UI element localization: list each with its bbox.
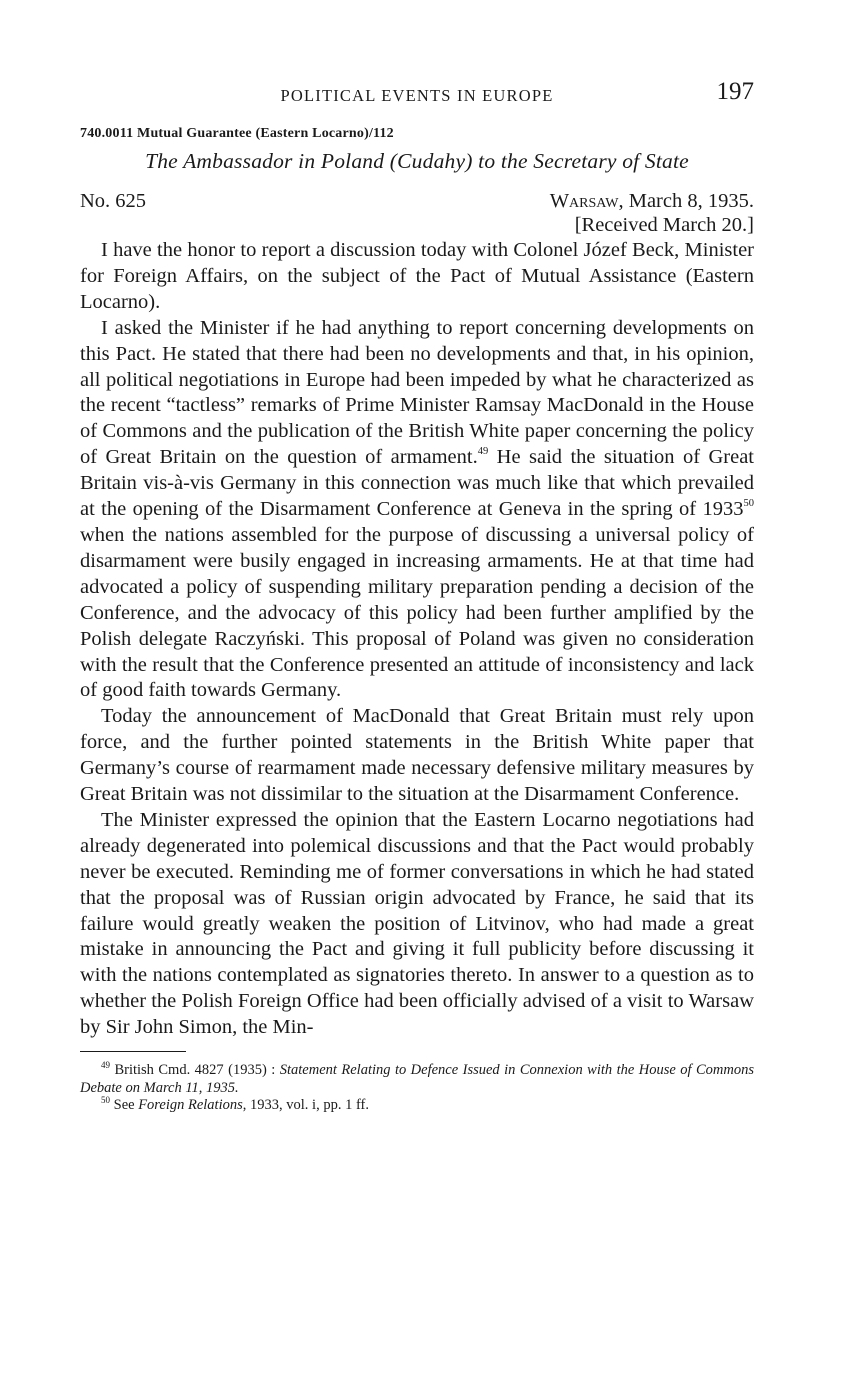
footnote-49-title: Statement Relating to Defence Issued in Connexion with the House of Commons Debate on March 11, 1935. — [80, 1062, 754, 1096]
footnote-50 — [80, 1097, 754, 1115]
paragraph-1: I have the honor to report a discussion today with Colonel Józef Beck, Minister for Foreign Affairs, on the subject of the Pact of Mutual Assistance (Eastern Locarno). — [80, 239, 754, 313]
page-number: 197 — [716, 78, 754, 105]
running-header — [80, 78, 754, 112]
dateline — [80, 190, 754, 238]
paragraph-2-part-c: when the nations assembled for the purpose of discussing a universal policy of disarmament were busily engaged in increasing armaments. He at that time had advocated a policy of suspending military preparation pending a decision of the Conference, and the advocacy of this policy had been further amplified by the Polish delegate Raczyński. This proposal of Poland was given no consideration with the result that the Conference presented an attitude of inconsistency and lack of good faith towards Germany. — [80, 523, 754, 702]
body-text — [80, 238, 754, 1041]
footnote-50-rest: , 1933, vol. i, pp. 1 ff. — [242, 1097, 369, 1114]
footnote-divider — [80, 1051, 186, 1052]
document-heading: The Ambassador in Poland (Cudahy) to the Secretary of State — [145, 149, 689, 173]
footnote-ref-49: 49 — [477, 446, 489, 458]
place-and-date — [550, 190, 754, 213]
paragraph-2 — [80, 316, 754, 705]
received-date: [Received March 20.] — [574, 214, 754, 236]
document-page — [80, 78, 754, 1115]
place: Warsaw — [549, 190, 619, 212]
paragraph-4: The Minister expressed the opinion that the Eastern Locarno negotiations had already degenerated into polemical discussions and that the Pact would probably never be executed. Reminding me of former conversations in which he had stated that the proposal was of Russian origin advocated by France, he said that its failure would greatly weaken the position of Litvinov, who had made a great mistake in announcing the Pact and giving it full publicity before discussing it with the nations contemplated as signatories thereto. In answer to a question as to whether the Polish Foreign Office had been officially advised of a visit to Warsaw by Sir John Simon, the Min- — [80, 808, 754, 1039]
paragraph-2-part-b: He said the situation of Great Britain vis-à-vis Germany in this connection was much like that which prevailed at the opening of the Disarmament Conference at Geneva in the spring of 1933 — [80, 446, 754, 521]
footnote-50-title: Foreign Relations — [138, 1097, 243, 1114]
running-title: POLITICAL EVENTS IN EUROPE — [280, 86, 554, 105]
paragraph-3: Today the announcement of MacDonald that Great Britain must rely upon force, and the further pointed statements in the British White paper that Germany’s course of rearmament made necessary defensive military measures by Great Britain was not dissimilar to the situation at the Disarmament Conference. — [80, 705, 754, 806]
footnote-49-text: British Cmd. 4827 (1935) : — [110, 1062, 280, 1079]
footnotes — [80, 1062, 754, 1115]
footnote-50-text: See — [110, 1097, 139, 1114]
footnote-50-mark: 50 — [101, 1095, 110, 1106]
date: , March 8, 1935. — [618, 190, 754, 212]
paragraph-2-part-a: I asked the Minister if he had anything to report concerning developments on this Pact. He stated that there had been no developments and that, in his opinion, all political negotiations in Europe had been impeded by what he characterized as the recent “tactless” remarks of Prime Minister Ramsay MacDonald in the House of Commons and the publication of the British White paper concerning the policy of Great Britain on the question of armament. — [80, 316, 754, 469]
document-number: No. 625 — [80, 190, 147, 212]
footnote-49-mark: 49 — [101, 1060, 110, 1071]
file-reference: 740.0011 Mutual Guarantee (Eastern Locarno)/112 — [80, 126, 394, 141]
footnote-ref-50: 50 — [743, 498, 754, 510]
footnote-49 — [80, 1062, 754, 1097]
